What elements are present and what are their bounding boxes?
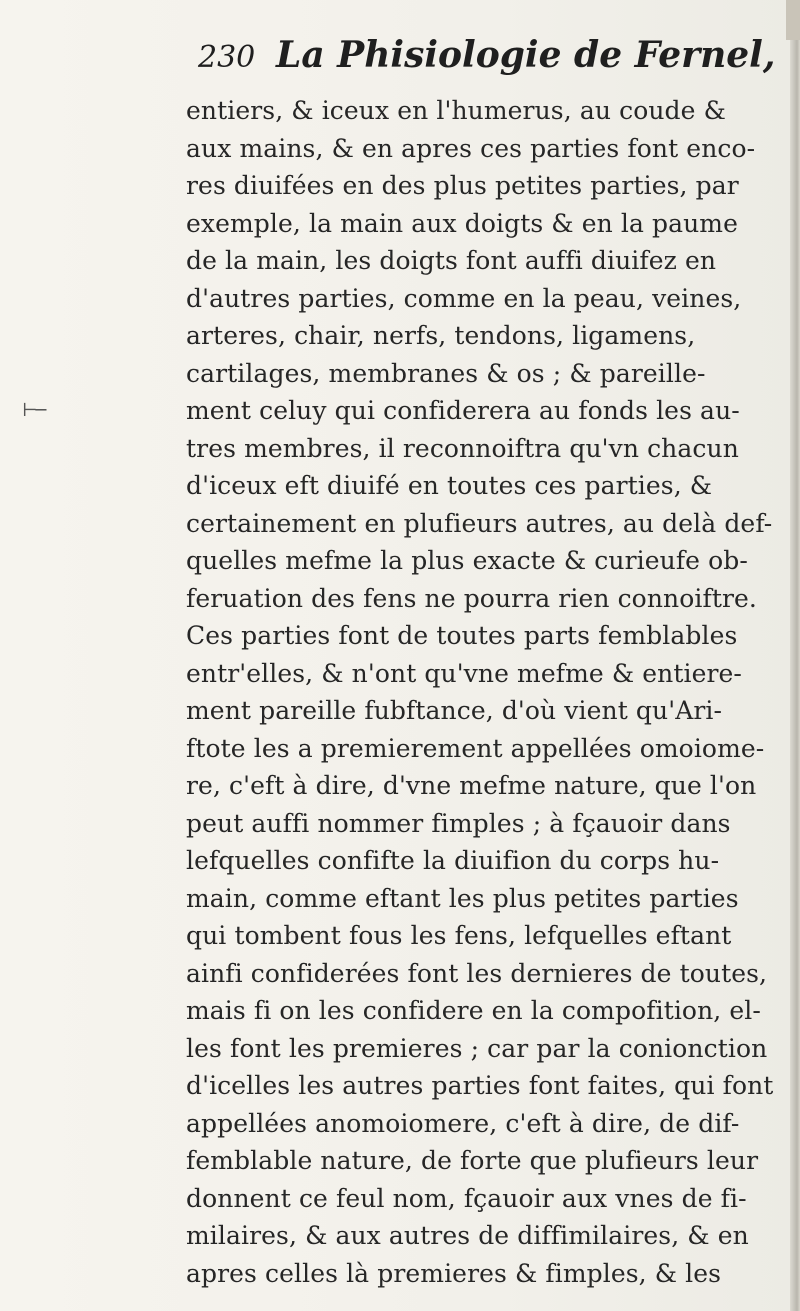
text-line: ainfi confiderées font les dernieres de toutes, — [186, 958, 768, 988]
text-line: feruation des fens ne pourra rien connoiftre. — [186, 583, 757, 613]
text-line: ment pareille fubftance, d'où vient qu'Ari- — [186, 696, 723, 725]
text-line: apres celles là premieres & fimples, & les — [186, 1258, 722, 1288]
text-line: res diuifées en des plus petites parties, par — [186, 171, 739, 200]
page-corner-shadow — [786, 0, 800, 40]
page-edge — [790, 0, 800, 1311]
text-line: cartilages, membranes & os ; & pareille- — [186, 358, 706, 388]
text-line: peut auffi nommer fimples ; à fçauoir dans — [186, 808, 731, 838]
text-line: entr'elles, & n'ont qu'vne mefme & entiere- — [186, 658, 742, 688]
text-line: donnent ce feul nom, fçauoir aux vnes de fi- — [186, 1183, 747, 1213]
text-line: aux mains, & en apres ces parties font enco- — [186, 133, 756, 163]
text-line: ftote les a premierement appellées omoiome- — [186, 733, 765, 763]
text-line: de la main, les doigts font auffi diuifez en — [186, 246, 717, 275]
text-line: re, c'eft à dire, d'vne mefme nature, que l'on — [186, 771, 757, 800]
text-line: certainement en plufieurs autres, au delà def- — [186, 508, 773, 538]
text-line: appellées anomoiomere, c'eft à dire, de dif- — [186, 1108, 740, 1138]
text-line: main, comme eftant les plus petites parties — [186, 883, 739, 913]
text-line: exemple, la main aux doigts & en la paume — [186, 208, 739, 238]
text-line: lefquelles confifte la diuifion du corps hu- — [186, 846, 720, 875]
page-header — [198, 34, 776, 92]
text-line: d'iceux eft diuifé en toutes ces parties, & — [186, 471, 713, 500]
text-line: tres membres, il reconnoiftra qu'vn chacun — [186, 433, 739, 463]
text-line: qui tombent fous les fens, lefquelles eftant — [186, 921, 732, 950]
text-line: milaires, & aux autres de diffimilaires, & en — [186, 1221, 749, 1250]
page-number: 230 — [198, 40, 256, 75]
text-line: d'autres parties, comme en la peau, veines, — [186, 283, 742, 313]
text-line: femblable nature, de forte que plufieurs leur — [186, 1146, 759, 1175]
text-line: quelles mefme la plus exacte & curieufe ob- — [186, 546, 748, 575]
body-text — [186, 92, 774, 1292]
text-line: d'icelles les autres parties font faites, qui font — [186, 1071, 774, 1100]
text-line: ment celuy qui confiderera au fonds les au- — [186, 396, 740, 425]
text-line: Ces parties font de toutes parts femblables — [186, 621, 738, 650]
margin-pointer-mark: ⊢─ — [22, 400, 45, 421]
text-line: entiers, & iceux en l'humerus, au coude & — [186, 96, 726, 125]
text-line: les font les premieres ; car par la conionction — [186, 1033, 768, 1063]
running-title: La Phisiologie de Fernel, — [276, 34, 776, 76]
text-line: arteres, chair, nerfs, tendons, ligamens, — [186, 321, 696, 350]
text-line: mais fi on les confidere en la compofition, el- — [186, 996, 761, 1025]
